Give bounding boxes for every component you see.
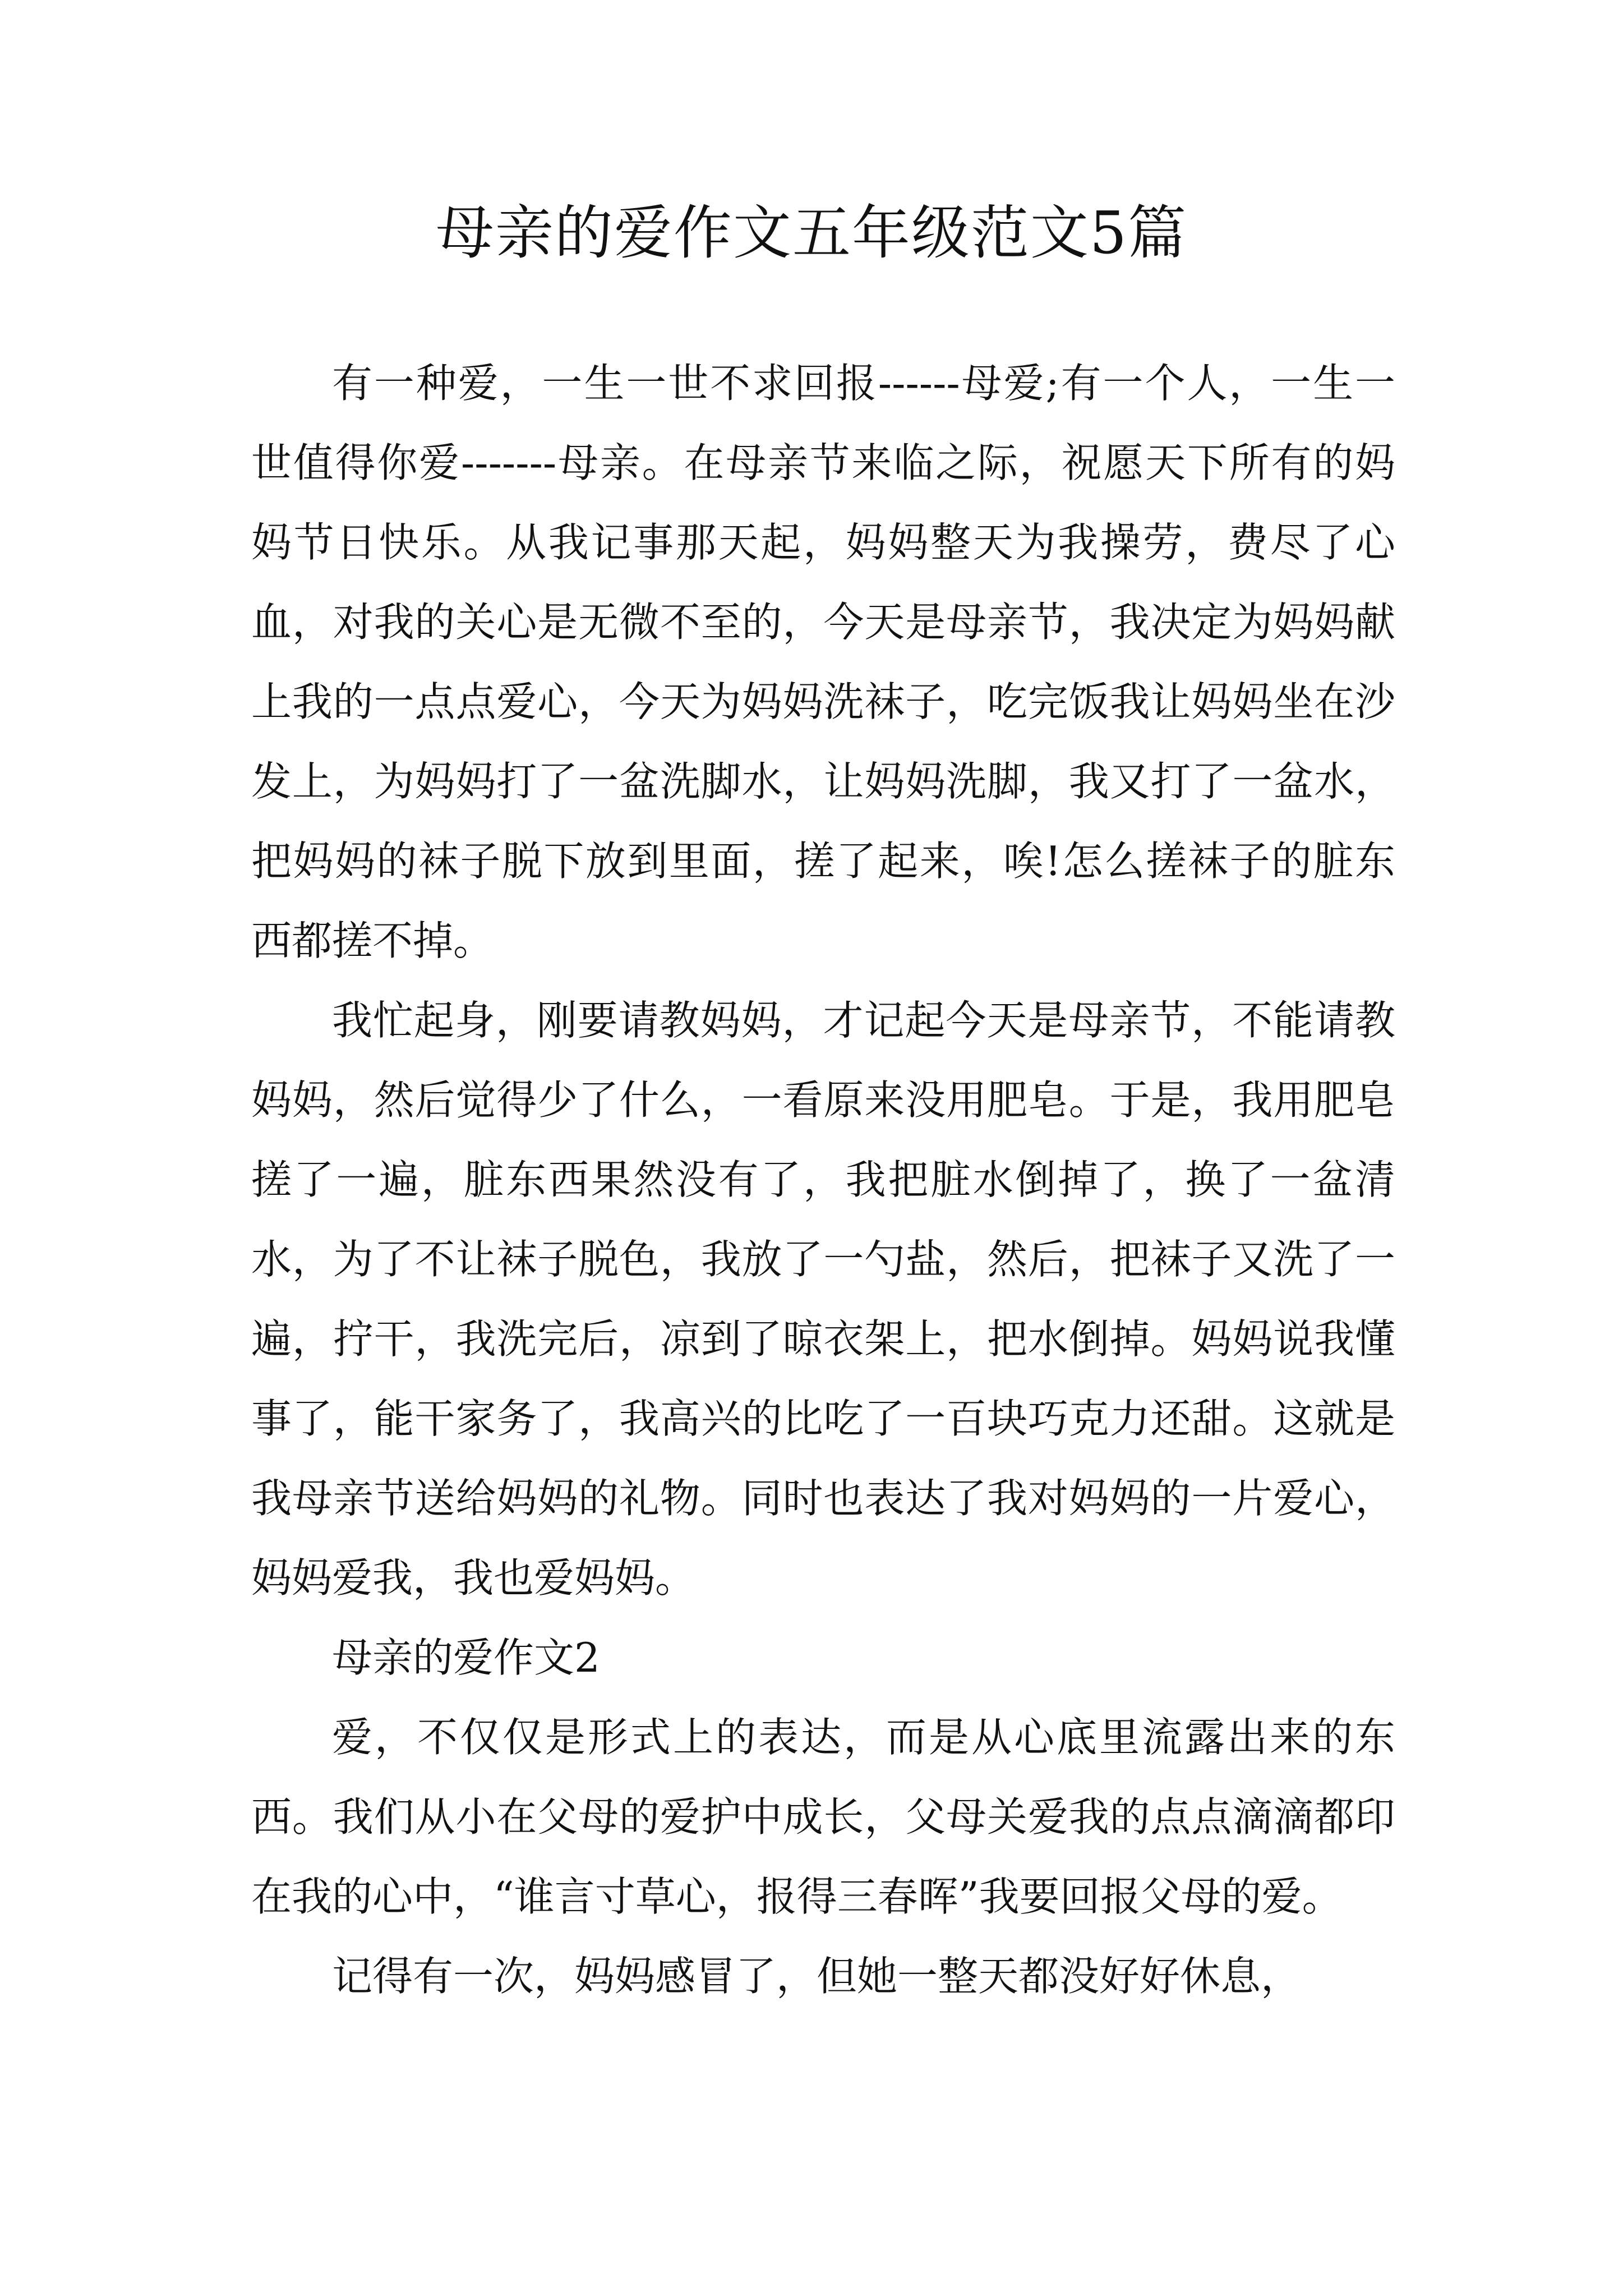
document-body [251, 343, 1395, 2016]
document-title: 母亲的爱作文五年级范文5篇 [435, 199, 1188, 267]
paragraph-2: 我忙起身，刚要请教妈妈，才记起今天是母亲节，不能请教妈妈，然后觉得少了什么，一看原来没用肥皂。于是，我用肥皂搓了一遍，脏东西果然没有了，我把脏水倒掉了，换了一盆清水，为了不让袜子脱色，我放了一勺盐，然后，把袜子又洗了一遍，拧干，我洗完后，凉到了晾衣架上，把水倒掉。妈妈说我懂事了，能干家务了，我高兴的比吃了一百块巧克力还甜。这就是我母亲节送给妈妈的礼物。同时也表达了我对妈妈的一片爱心，妈妈爱我，我也爱妈妈。 [251, 997, 1395, 1602]
paragraph-3: 爱，不仅仅是形式上的表达，而是从心底里流露出来的东西。我们从小在父母的爱护中成长，父母关爱我的点点滴滴都印在我的心中，“谁言寸草心，报得三春晖”我要回报父母的爱。 [251, 1714, 1395, 1920]
paragraph-4: 记得有一次，妈妈感冒了，但她一整天都没好好休息， [332, 1953, 1302, 2000]
section-heading-2: 母亲的爱作文2 [332, 1634, 600, 1681]
paragraph-1: 有一种爱，一生一世不求回报------母爱;有一个人，一生一世值得你爱-------母亲。在母亲节来临之际，祝愿天下所有的妈妈节日快乐。从我记事那天起，妈妈整天为我操劳，费尽了心血，对我的关心是无微不至的，今天是母亲节，我决定为妈妈献上我的一点点爱心，今天为妈妈洗袜子，吃完饭我让妈妈坐在沙发上，为妈妈打了一盆洗脚水，让妈妈洗脚，我又打了一盆水，把妈妈的袜子脱下放到里面，搓了起来，唉!怎么搓袜子的脏东西都搓不掉。 [251, 360, 1395, 964]
